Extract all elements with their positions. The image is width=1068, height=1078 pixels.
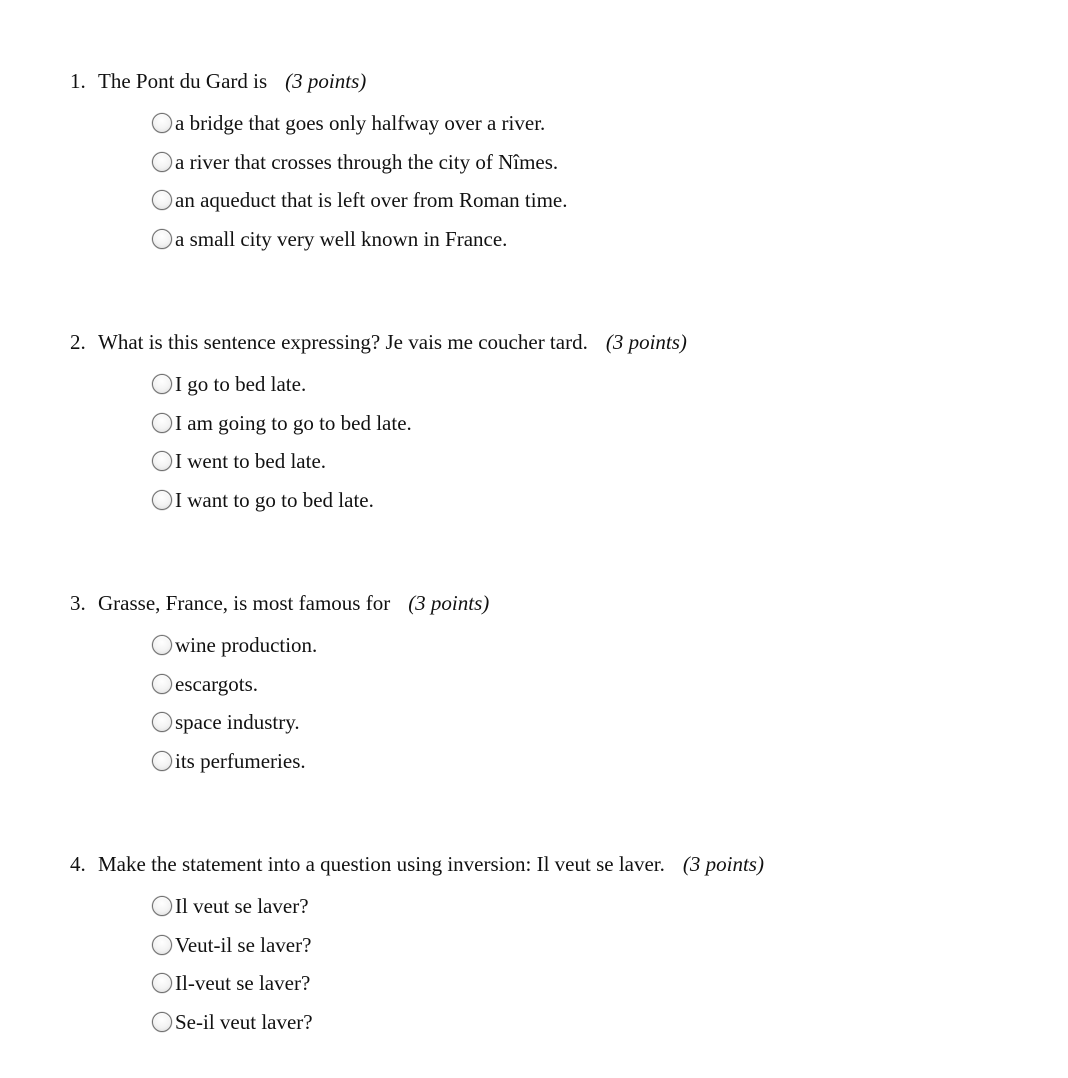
option-label[interactable]: a small city very well known in France. [175, 227, 508, 252]
question-4 [70, 850, 1030, 1035]
radio-button[interactable] [152, 712, 172, 732]
options-group-1 [152, 104, 567, 258]
options-group-2 [152, 365, 412, 519]
option-1c[interactable] [152, 181, 567, 220]
option-4d[interactable] [152, 1003, 313, 1042]
option-label[interactable]: Il veut se laver? [175, 894, 309, 919]
radio-button[interactable] [152, 413, 172, 433]
question-2 [70, 328, 1030, 513]
option-label[interactable]: a bridge that goes only halfway over a river. [175, 111, 546, 136]
option-label[interactable]: Se-il veut laver? [175, 1010, 313, 1035]
option-label[interactable]: an aqueduct that is left over from Roman time. [175, 188, 568, 213]
option-label[interactable]: I went to bed late. [175, 449, 327, 474]
radio-button[interactable] [152, 635, 172, 655]
question-text: The Pont du Gard is [98, 69, 268, 93]
question-4-prompt [70, 850, 1030, 878]
option-2c[interactable] [152, 442, 412, 481]
question-3 [70, 589, 1030, 774]
option-label[interactable]: I am going to go to bed late. [175, 410, 412, 435]
radio-button[interactable] [152, 935, 172, 955]
radio-button[interactable] [152, 674, 172, 694]
question-number: 1. [70, 69, 86, 93]
radio-button[interactable] [152, 152, 172, 172]
option-4c[interactable] [152, 964, 313, 1003]
radio-button[interactable] [152, 896, 172, 916]
question-1 [70, 67, 1030, 252]
radio-button[interactable] [152, 113, 172, 133]
question-2-prompt [70, 328, 1030, 356]
option-3d[interactable] [152, 742, 317, 781]
option-4b[interactable] [152, 926, 313, 965]
radio-button[interactable] [152, 973, 172, 993]
option-1b[interactable] [152, 143, 567, 182]
option-3c[interactable] [152, 703, 317, 742]
option-2a[interactable] [152, 365, 412, 404]
option-3a[interactable] [152, 626, 317, 665]
radio-button[interactable] [152, 490, 172, 510]
radio-button[interactable] [152, 374, 172, 394]
question-number: 3. [70, 591, 86, 615]
question-points: (3 points) [682, 852, 764, 876]
question-points: (3 points) [408, 591, 490, 615]
option-label[interactable]: its perfumeries. [175, 749, 306, 774]
question-number: 4. [70, 852, 86, 876]
radio-button[interactable] [152, 229, 172, 249]
options-group-3 [152, 626, 317, 780]
question-3-prompt [70, 589, 1030, 617]
question-text: What is this sentence expressing? Je vais me coucher tard. [98, 330, 588, 354]
option-label[interactable]: a river that crosses through the city of Nîmes. [175, 149, 559, 174]
option-label[interactable]: escargots. [175, 671, 259, 696]
option-3b[interactable] [152, 665, 317, 704]
option-label[interactable]: I want to go to bed late. [175, 488, 374, 513]
question-number: 2. [70, 330, 86, 354]
radio-button[interactable] [152, 190, 172, 210]
question-text: Make the statement into a question using inversion: Il veut se laver. [98, 852, 665, 876]
option-2d[interactable] [152, 481, 412, 520]
question-1-prompt [70, 67, 1030, 95]
radio-button[interactable] [152, 751, 172, 771]
question-points: (3 points) [285, 69, 367, 93]
option-2b[interactable] [152, 404, 412, 443]
option-1d[interactable] [152, 220, 567, 259]
option-label[interactable]: wine production. [175, 633, 318, 658]
question-points: (3 points) [605, 330, 687, 354]
options-group-4 [152, 887, 313, 1041]
radio-button[interactable] [152, 1012, 172, 1032]
option-4a[interactable] [152, 887, 313, 926]
option-label[interactable]: Veut-il se laver? [175, 932, 312, 957]
option-1a[interactable] [152, 104, 567, 143]
radio-button[interactable] [152, 451, 172, 471]
option-label[interactable]: I go to bed late. [175, 372, 307, 397]
option-label[interactable]: space industry. [175, 710, 300, 735]
question-text: Grasse, France, is most famous for [98, 591, 391, 615]
option-label[interactable]: Il-veut se laver? [175, 971, 311, 996]
